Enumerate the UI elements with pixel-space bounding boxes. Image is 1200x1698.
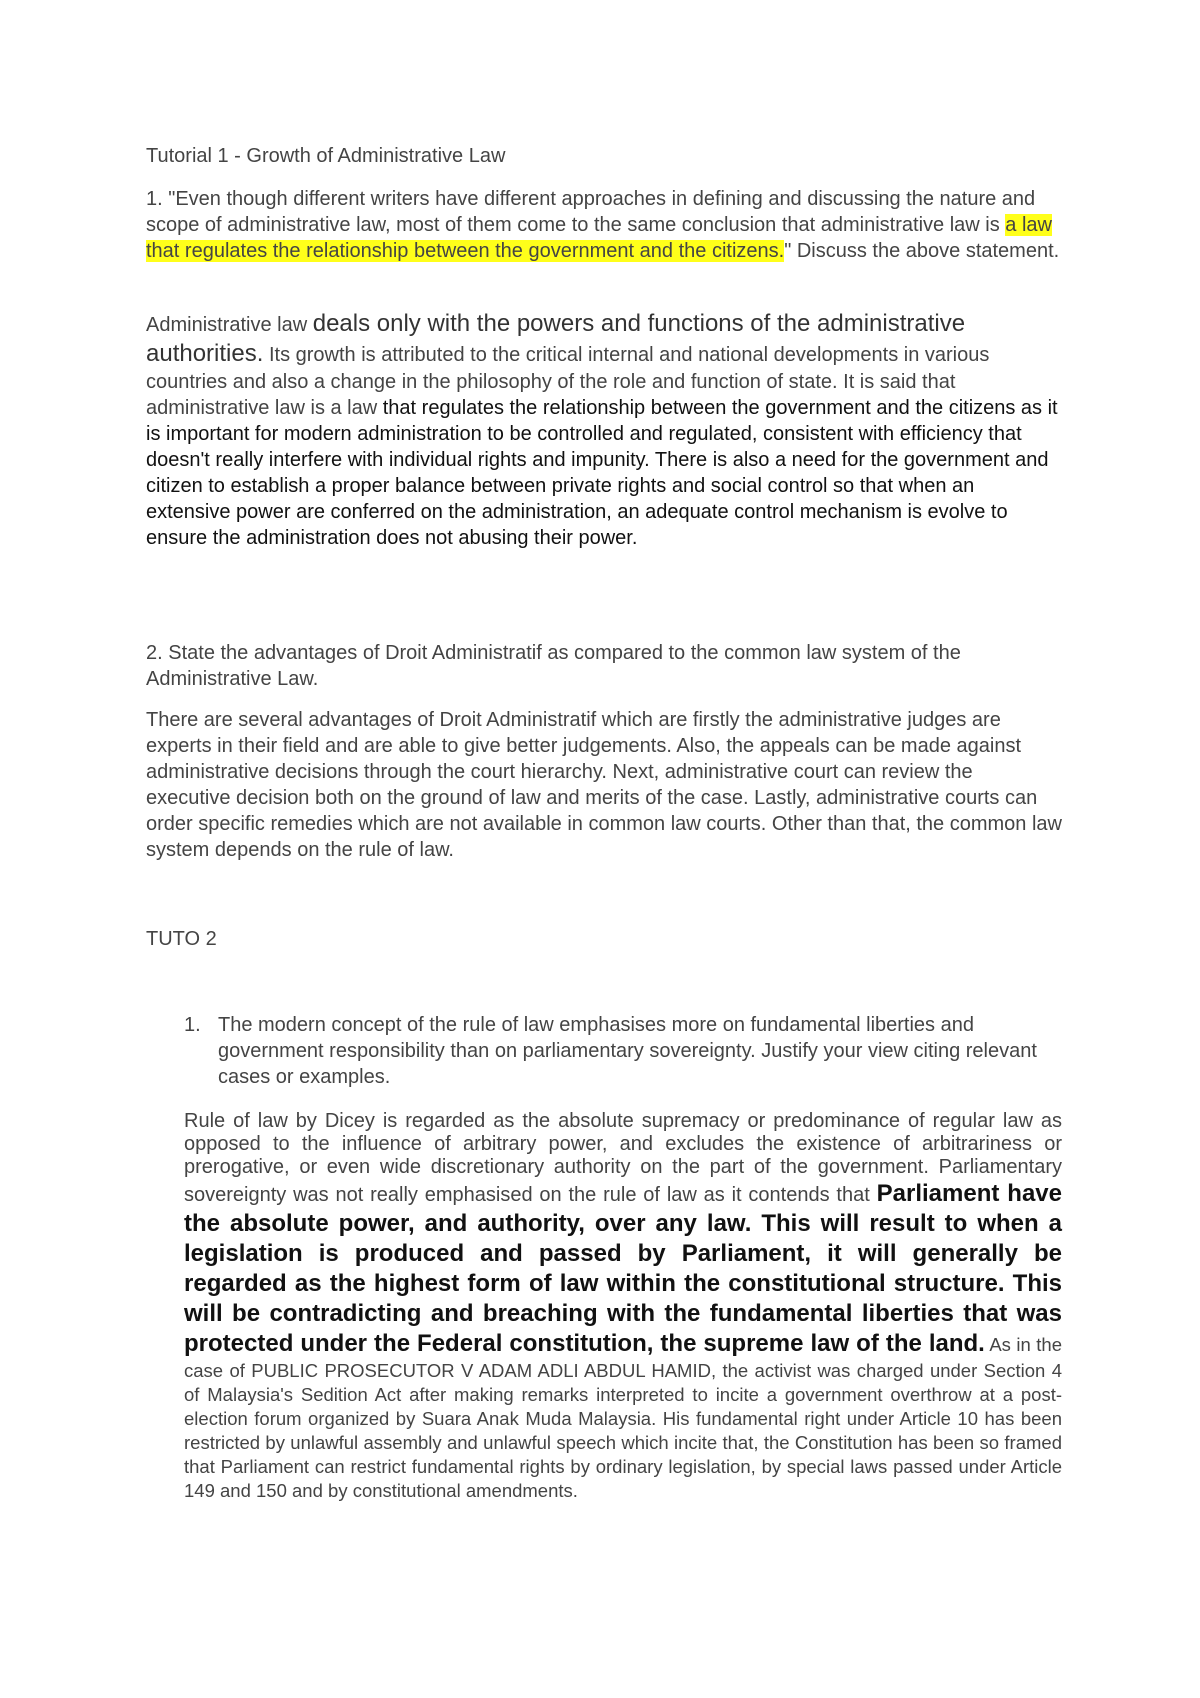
tuto-2-heading: TUTO 2	[146, 928, 217, 950]
list-item-number: 1.	[184, 1014, 201, 1036]
answer-3	[184, 1110, 1062, 1503]
answer-3-bold: Parliament have the absolute power, and authority, over any law. This will result to when a legislation is produced and passed by Parliament, it will generally be regarded as the highest form of law within the constitutional structure. This will be contradicting and breaching with the fundamental liberties that was protected under the Federal constitution, the supreme law of the land.	[184, 1180, 1062, 1357]
answer-3-case: As in the case of PUBLIC PROSECUTOR V ADAM ADLI ABDUL HAMID, the activist was charged under Section 4 of Malaysia's Sedition Act after making remarks interpreted to incite a government overthrow at a post-election forum organized by Suara Anak Muda Malaysia. His fundamental right under Article 10 has been restricted by unlawful assembly and unlawful speech which incite that, the Constitution has been so framed that Parliament can restrict fundamental rights by ordinary legislation, by special laws passed under Article 149 and 150 and by constitutional amendments.	[184, 1334, 1062, 1501]
question-1-text: 1. "Even though different writers have different approaches in defining and discussing the nature and scope of administrative law, most of them come to the same conclusion that administrative law is	[146, 188, 1036, 236]
answer-1	[146, 309, 1062, 551]
answer-2: There are several advantages of Droit Administratif which are firstly the administrative judges are experts in their field and are able to give better judgements. Also, the appeals can be made against administrative decisions through the court hierarchy. Next, administrative court can review the executive decision both on the ground of law and merits of the case. Lastly, administrative courts can order specific remedies which are not available in common law courts. Other than that, the common law system depends on the rule of law.	[146, 709, 1062, 861]
list-item-text: The modern concept of the rule of law emphasises more on fundamental liberties and government responsibility than on parliamentary sovereignty. Justify your view citing relevant cases or examples.	[218, 1014, 1037, 1088]
question-1-tail: " Discuss the above statement.	[784, 240, 1060, 262]
answer-1-body: Its growth is attributed to the critical internal and national developments in various countries and also a change in the philosophy of the role and function of state. It is said that administrative law is a law	[146, 344, 990, 419]
question-1	[146, 186, 1062, 264]
highlighted-text: a law that regulates the relationship between the government and the citizens.	[146, 214, 1052, 262]
answer-1-emphasis: deals only with the powers and functions of the administrative authorities.	[146, 310, 966, 367]
answer-1-lead: Administrative law	[146, 314, 313, 336]
tutorial-1-title: Tutorial 1 - Growth of Administrative Law	[146, 145, 506, 167]
question-2: 2. State the advantages of Droit Administratif as compared to the common law system of the Administrative Law.	[146, 642, 961, 690]
numbered-list-item	[184, 1012, 1064, 1090]
answer-1-body-dark: that regulates the relationship between the government and the citizens as it is important for modern administration to be controlled and regulated, consistent with efficiency that doesn't really interfere with individual rights and impunity. There is also a need for the government and citizen to establish a proper balance between private rights and social control so that when an extensive power are conferred on the administration, an adequate control mechanism is evolve to ensure the administration does not abusing their power.	[146, 397, 1058, 549]
answer-3-intro: Rule of law by Dicey is regarded as the absolute supremacy or predominance of regular law as opposed to the influence of arbitrary power, and excludes the existence of arbitrariness or prerogative, or even wide discretionary authority on the part of the government. Parliamentary sovereignty was not really emphasised on the rule of law as it contends that	[184, 1110, 1062, 1206]
